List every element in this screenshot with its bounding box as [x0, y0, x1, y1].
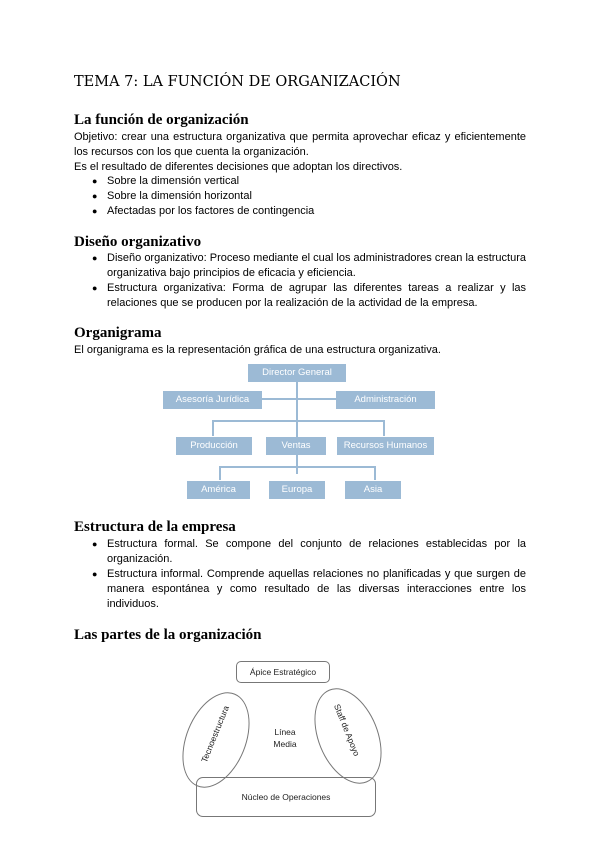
heading-partes: Las partes de la organización: [74, 627, 262, 643]
org-box-asia: Asia: [345, 481, 401, 499]
list-item: ● Estructura formal. Se compone del conjunto de relaciones establecidas por la organización.: [92, 537, 526, 567]
heading-diseno: Diseño organizativo: [74, 234, 202, 250]
diagram-tecnoestructura: Tecnoestructura: [199, 704, 231, 764]
list-item: ● Diseño organizativo: Proceso mediante el cual los administradores crean la estructura organizativa bajo principios de eficacia y eficiencia.: [92, 251, 526, 281]
org-box-administracion: Administración: [336, 391, 435, 409]
org-box-director: Director General: [248, 364, 346, 382]
heading-funcion: La función de organización: [74, 112, 249, 128]
list-item: ● Estructura informal. Comprende aquellas relaciones no planificadas y que surgen de manera espontánea y como resultado de las diversas interacciones entre los individuos.: [92, 567, 526, 612]
heading-estructura: Estructura de la empresa: [74, 519, 236, 535]
list-item: ● Afectadas por los factores de contingencia: [92, 204, 526, 219]
diagram-apice: Ápice Estratégico: [249, 667, 317, 677]
paragraph-organigrama: El organigrama es la representación gráfica de una estructura organizativa.: [74, 344, 441, 356]
paragraph-resultado: Es el resultado de diferentes decisiones que adoptan los directivos.: [74, 161, 403, 173]
org-box-america: América: [187, 481, 250, 499]
diagram-staff: Staff de Apoyo: [332, 702, 362, 758]
list-diseno: [92, 251, 526, 311]
diagram-linea: Línea: [274, 727, 296, 737]
document-title: TEMA 7: LA FUNCIÓN DE ORGANIZACIÓN: [74, 74, 401, 90]
org-box-rrhh: Recursos Humanos: [337, 437, 434, 455]
list-item: ● Estructura organizativa: Forma de agrupar las diferentes tareas a realizar y las relaciones que se producen por la realización de la actividad de la empresa.: [92, 281, 526, 311]
list-estructura: [92, 537, 526, 612]
heading-organigrama: Organigrama: [74, 325, 162, 341]
list-item: ● Sobre la dimensión vertical: [92, 174, 526, 189]
org-box-ventas: Ventas: [266, 437, 326, 455]
diagram-nucleo: Núcleo de Operaciones: [241, 792, 331, 802]
list-dimensiones: [92, 174, 526, 219]
diagram-media: Media: [273, 739, 297, 749]
org-box-asesoria: Asesoría Jurídica: [163, 391, 262, 409]
org-box-europa: Europa: [269, 481, 325, 499]
list-item: ● Sobre la dimensión horizontal: [92, 189, 526, 204]
paragraph-objetivo: Objetivo: crear una estructura organizativa que permita aprovechar eficaz y eficientemente los recursos con los que cuenta la organización.: [74, 131, 526, 158]
org-box-produccion: Producción: [176, 437, 252, 455]
